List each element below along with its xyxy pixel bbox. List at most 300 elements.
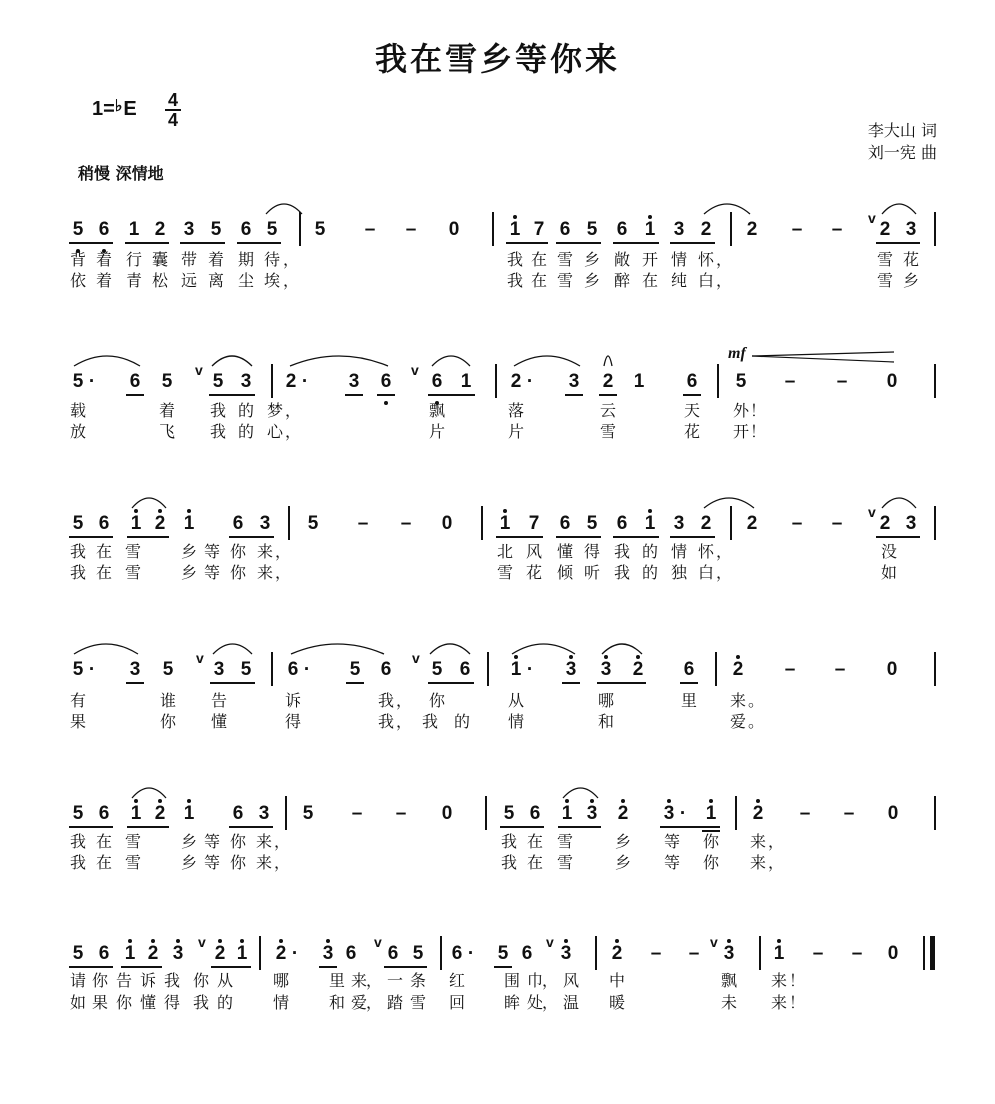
note: 1 (509, 219, 521, 240)
lyric-verse-1: 条 (409, 971, 426, 990)
breath-mark: v (710, 934, 718, 950)
lyric-verse-1: 期 (237, 250, 254, 269)
lyric-verse-1: 乡 (180, 832, 197, 851)
lyric-verse-1: 你 (428, 691, 445, 710)
note: – (650, 943, 662, 964)
lyric-verse-2: 松 (151, 271, 168, 290)
lyric-verse-1: 围 (503, 971, 520, 990)
lyric-verse-2: 等 (203, 853, 220, 872)
breath-mark: v (195, 362, 203, 378)
lyric-verse-1: 着 (207, 250, 224, 269)
lyric-verse-1: 告 (115, 971, 132, 990)
lyric-verse-2: 得 (284, 712, 301, 731)
note: 5 (586, 219, 598, 240)
lyric-verse-2: 来 (256, 563, 273, 582)
note: 5 (72, 219, 84, 240)
lyric-verse-1: 梦 (266, 401, 283, 420)
note: 1 (510, 659, 522, 680)
lyric-verse-1: 得 (583, 542, 600, 561)
lyric-verse-2: 如 (880, 563, 897, 582)
lyric-verse-1: 在 (526, 832, 543, 851)
note: 5 (72, 803, 84, 824)
lyric-verse-2: 在 (95, 563, 112, 582)
lyric-verse-1: 有 (69, 691, 86, 710)
lyric-verse-1: 来 (749, 832, 766, 851)
breath-mark: v (412, 650, 420, 666)
lyric-verse-1: 等 (663, 832, 680, 851)
note: 5 (210, 219, 222, 240)
lyric-verse-2: 如 (69, 993, 86, 1012)
note: 3 (663, 803, 675, 824)
slur (213, 644, 252, 654)
note: 2 (602, 371, 614, 392)
note: – (799, 803, 811, 824)
lyric-verse-2: 青 (125, 271, 142, 290)
lyric-verse-1: 背 (69, 250, 86, 269)
lyric-verse-2: 在 (530, 271, 547, 290)
lyric-verse-1: 乡 (180, 542, 197, 561)
note: 1 (561, 803, 573, 824)
lyric-verse-2: ， (282, 271, 299, 290)
lyric-verse-1: ， (282, 250, 299, 269)
lyric-verse-1: 我 (209, 401, 226, 420)
note: 5 (72, 659, 84, 680)
lyric-verse-2: 雪 (409, 993, 426, 1012)
lyric-verse-1: ， (274, 542, 291, 561)
note: 3 (348, 371, 360, 392)
lyric-verse-1: 雪 (876, 250, 893, 269)
note: 5 (431, 659, 443, 680)
slur (430, 644, 470, 654)
lyric-verse-1: 行 (125, 250, 142, 269)
breath-mark: v (198, 934, 206, 950)
slur (291, 644, 384, 654)
lyric-verse-1: 飘 (720, 971, 737, 990)
lyric-verse-2: 和 (328, 993, 345, 1012)
note: 2 (154, 803, 166, 824)
lyric-verse-1: 落 (507, 401, 524, 420)
note: 2 (214, 943, 226, 964)
dynamic-mf: mf (728, 345, 746, 362)
note: 6 (387, 943, 399, 964)
note: · (526, 659, 534, 680)
note: · (88, 659, 96, 680)
lyric-verse-1: 乡 (583, 250, 600, 269)
lyric-verse-2: 得 (163, 993, 180, 1012)
lyric-verse-1: ， (715, 542, 732, 561)
lyric-verse-2: 和 (597, 712, 614, 731)
note: – (851, 943, 863, 964)
lyric-verse-1: 我 (500, 832, 517, 851)
lyric-verse-1: 雪 (556, 832, 573, 851)
note: – (843, 803, 855, 824)
lyric-verse-1: 我 (163, 971, 180, 990)
note: 5 (72, 513, 84, 534)
lyric-verse-1: 敞 (613, 250, 630, 269)
breath-mark: v (411, 362, 419, 378)
slur (882, 498, 916, 508)
lyric-verse-2: ！ (788, 993, 805, 1012)
note: 6 (559, 513, 571, 534)
lyric-verse-2: 雪 (876, 271, 893, 290)
lyric-verse-1: 红 (448, 971, 465, 990)
slur (514, 356, 580, 366)
note: 0 (441, 803, 453, 824)
slur (432, 356, 470, 366)
lyric-verse-1: 着 (158, 401, 175, 420)
breath-mark: v (374, 934, 382, 950)
lyric-verse-1: 懂 (556, 542, 573, 561)
note: 0 (886, 371, 898, 392)
lyric-verse-1: ， (395, 691, 412, 710)
lyric-verse-1: 里 (328, 971, 345, 990)
lyric-verse-2: 你 (229, 853, 246, 872)
lyric-verse-2: 你 (159, 712, 176, 731)
note: 1 (705, 803, 717, 824)
lyric-verse-2: ， (541, 993, 558, 1012)
note: 5 (240, 659, 252, 680)
note: 2 (746, 219, 758, 240)
note: 3 (586, 803, 598, 824)
note: · (301, 371, 309, 392)
note: 5 (266, 219, 278, 240)
lyric-verse-1: 乡 (614, 832, 631, 851)
lyric-verse-2: 等 (203, 563, 220, 582)
note: – (836, 371, 848, 392)
note: – (834, 659, 846, 680)
lyric-verse-2: 情 (507, 712, 524, 731)
note: 3 (905, 513, 917, 534)
lyric-verse-1: 诉 (284, 691, 301, 710)
lyric-verse-2: 雪 (124, 563, 141, 582)
slur (212, 356, 252, 366)
lyric-verse-2: 等 (663, 853, 680, 872)
note: 3 (183, 219, 195, 240)
lyric-verse-1: 等 (203, 542, 220, 561)
note: 3 (565, 659, 577, 680)
note: 3 (600, 659, 612, 680)
note: 6 (98, 943, 110, 964)
note: – (791, 219, 803, 240)
lyric-verse-2: 飞 (158, 422, 175, 441)
note: 1 (183, 513, 195, 534)
lyric-verse-2: 乡 (902, 271, 919, 290)
note: – (812, 943, 824, 964)
note: 6 (683, 659, 695, 680)
note: 1 (236, 943, 248, 964)
note: 2 (275, 943, 287, 964)
slur (882, 204, 916, 214)
note: 5 (735, 371, 747, 392)
breath-mark: v (868, 504, 876, 520)
lyric-verse-2: 雪 (556, 271, 573, 290)
lyric-verse-1: 从 (216, 971, 233, 990)
lyric-verse-2: 来 (770, 993, 787, 1012)
note: 2 (147, 943, 159, 964)
meter-top: 4 (167, 90, 178, 110)
lyric-verse-1: 带 (180, 250, 197, 269)
note: 3 (673, 219, 685, 240)
lyric-verse-2: 雪 (124, 853, 141, 872)
lyric-verse-1: 告 (210, 691, 227, 710)
lyric-verse-1: 开 (641, 250, 658, 269)
note: 5 (307, 513, 319, 534)
lyric-verse-1: 情 (670, 250, 687, 269)
lyric-verse-1: 雪 (124, 542, 141, 561)
lyric-verse-2: 开 (732, 422, 749, 441)
note: 6 (616, 219, 628, 240)
note: 2 (879, 219, 891, 240)
note: 1 (773, 943, 785, 964)
lyric-verse-2: 你 (115, 993, 132, 1012)
lyric-verse-1: ， (715, 250, 732, 269)
note: – (831, 513, 843, 534)
lyric-verse-2: 尘 (237, 271, 254, 290)
lyric-verse-1: ， (767, 832, 784, 851)
lyric-verse-1: ， (284, 401, 301, 420)
lyric-verse-2: 我 (500, 853, 517, 872)
note: 5 (161, 371, 173, 392)
note: – (791, 513, 803, 534)
slur (512, 644, 575, 654)
lyric-verse-2: 在 (526, 853, 543, 872)
note: 3 (240, 371, 252, 392)
lyric-verse-1: 怀 (697, 542, 714, 561)
lyric-verse-1: 在 (95, 832, 112, 851)
lyric-verse-2: ， (273, 853, 290, 872)
note: 5 (497, 943, 509, 964)
lyric-verse-2: 花 (525, 563, 542, 582)
lyric-verse-2: 。 (747, 712, 764, 731)
note: – (357, 513, 369, 534)
note: – (784, 659, 796, 680)
lyric-verse-2: 片 (428, 422, 445, 441)
lyric-verse-1: 巾 (526, 971, 543, 990)
note: · (526, 371, 534, 392)
lyric-verse-1: 天 (683, 401, 700, 420)
lyric-verse-2: 的 (216, 993, 233, 1012)
lyric-verse-2: 独 (670, 563, 687, 582)
note: 5 (586, 513, 598, 534)
lyric-verse-1: 我 (69, 542, 86, 561)
note: 6 (287, 659, 299, 680)
note: · (467, 943, 475, 964)
lyric-verse-1: 的 (641, 542, 658, 561)
note: 3 (905, 219, 917, 240)
note: 2 (510, 371, 522, 392)
lyric-verse-1: 风 (562, 971, 579, 990)
lyric-verse-2: ， (715, 563, 732, 582)
slur (132, 788, 166, 798)
slur (74, 644, 138, 654)
note: 1 (124, 943, 136, 964)
note: 6 (559, 219, 571, 240)
lyric-verse-1: 我 (613, 542, 630, 561)
breath-mark: v (196, 650, 204, 666)
lyric-verse-1: ， (273, 832, 290, 851)
lyric-verse-2: 乡 (614, 853, 631, 872)
lyric-verse-2: 听 (583, 563, 600, 582)
note: 5 (314, 219, 326, 240)
note: 6 (345, 943, 357, 964)
lyric-verse-2: 我 (192, 993, 209, 1012)
slur (74, 356, 140, 366)
lyric-verse-1: 着 (95, 250, 112, 269)
lyric-verse-1: 囊 (151, 250, 168, 269)
note: 6 (451, 943, 463, 964)
note: 1 (633, 371, 645, 392)
note: – (351, 803, 363, 824)
key-equals: = (103, 98, 115, 120)
note: 2 (700, 513, 712, 534)
key-flat: ♭ (114, 98, 123, 115)
note: 1 (644, 219, 656, 240)
lyric-verse-2: 果 (91, 993, 108, 1012)
note: 2 (285, 371, 297, 392)
lyric-verse-2: 的 (641, 563, 658, 582)
slur (290, 356, 388, 366)
lyric-verse-2: 爱 (350, 993, 367, 1012)
note: 1 (128, 219, 140, 240)
note: 6 (98, 803, 110, 824)
lyric-verse-1: 等 (203, 832, 220, 851)
composer: 刘一宪 曲 (867, 143, 937, 162)
lyric-verse-2: 我 (69, 853, 86, 872)
note: 2 (700, 219, 712, 240)
lyric-verse-1: ， (541, 971, 558, 990)
lyric-verse-2: ， (715, 271, 732, 290)
lyric-verse-1: 在 (530, 250, 547, 269)
note: 5 (503, 803, 515, 824)
note: · (303, 659, 311, 680)
note: 5 (412, 943, 424, 964)
lyric-verse-2: 来 (255, 853, 272, 872)
note: 0 (886, 659, 898, 680)
note: 6 (521, 943, 533, 964)
lyric-verse-2: 眸 (503, 993, 520, 1012)
slur (704, 498, 754, 508)
lyric-verse-1: 雪 (556, 250, 573, 269)
lyric-verse-2: 雪 (556, 853, 573, 872)
lyric-verse-2: 远 (180, 271, 197, 290)
lyric-verse-1: 载 (69, 401, 86, 420)
note: 6 (686, 371, 698, 392)
lyric-verse-1: 请 (69, 971, 86, 990)
note: – (400, 513, 412, 534)
note: – (364, 219, 376, 240)
note: 2 (154, 513, 166, 534)
lyric-verse-1: 风 (525, 542, 542, 561)
lyric-verse-1: 来 (256, 542, 273, 561)
lyric-verse-2: 我 (613, 563, 630, 582)
note: 3 (259, 513, 271, 534)
note: 1 (499, 513, 511, 534)
lyric-verse-2: 我 (421, 712, 438, 731)
note: 5 (349, 659, 361, 680)
lyric-verse-1: 。 (747, 691, 764, 710)
lyric-verse-2: 我 (69, 563, 86, 582)
note: 3 (322, 943, 334, 964)
lyric-verse-2: 乡 (583, 271, 600, 290)
note: 2 (617, 803, 629, 824)
breath-mark: v (546, 934, 554, 950)
lyric-verse-1: 我 (377, 691, 394, 710)
note: 1 (130, 803, 142, 824)
lyric-verse-1: 你 (91, 971, 108, 990)
lyric-verse-2: 片 (507, 422, 524, 441)
note: 5 (72, 943, 84, 964)
meter-bottom: 4 (167, 110, 178, 130)
lyric-verse-2: 我 (506, 271, 523, 290)
breath-mark: v (868, 210, 876, 226)
lyric-verse-2: ， (767, 853, 784, 872)
note: 5 (162, 659, 174, 680)
note: – (395, 803, 407, 824)
note: 6 (459, 659, 471, 680)
lyric-verse-2: ， (274, 563, 291, 582)
lyric-verse-2: 果 (69, 712, 86, 731)
lyric-verse-1: 从 (507, 691, 524, 710)
note: 5 (212, 371, 224, 392)
lyric-verse-2: ！ (749, 422, 766, 441)
lyric-verse-2: 来 (749, 853, 766, 872)
note: 6 (129, 371, 141, 392)
slur (132, 498, 166, 508)
slur (704, 204, 750, 214)
slur (604, 356, 612, 366)
lyric-verse-2: 未 (720, 993, 737, 1012)
lyric-verse-1: 你 (702, 832, 719, 851)
note: 2 (154, 219, 166, 240)
lyric-verse-2: 花 (683, 422, 700, 441)
lyric-verse-1: 在 (95, 542, 112, 561)
note: 2 (752, 803, 764, 824)
lyric-verse-1: 怀 (697, 250, 714, 269)
note: 3 (172, 943, 184, 964)
note: 5 (302, 803, 314, 824)
lyric-verse-1: 中 (608, 971, 625, 990)
note: 2 (879, 513, 891, 534)
lyric-verse-1: 来 (770, 971, 787, 990)
lyric-verse-1: 情 (670, 542, 687, 561)
note: 3 (213, 659, 225, 680)
lyric-verse-2: 处 (526, 993, 543, 1012)
lyric-verse-2: 踏 (386, 993, 403, 1012)
lyric-verse-1: 我 (506, 250, 523, 269)
note: – (831, 219, 843, 240)
note: 6 (232, 803, 244, 824)
lyric-verse-1: 你 (229, 542, 246, 561)
lyric-verse-1: 里 (680, 691, 697, 710)
slur (602, 644, 642, 654)
note: 3 (568, 371, 580, 392)
note: 0 (887, 803, 899, 824)
note: 1 (183, 803, 195, 824)
lyric-verse-2: 你 (229, 563, 246, 582)
slur (266, 204, 302, 214)
note: 6 (98, 513, 110, 534)
lyric-verse-1: 北 (496, 542, 513, 561)
note: 3 (673, 513, 685, 534)
lyric-verse-1: 来 (729, 691, 746, 710)
lyric-verse-1: 没 (880, 542, 897, 561)
lyric-verse-2: ， (365, 993, 382, 1012)
lyric-verse-2: 雪 (496, 563, 513, 582)
lyric-verse-1: 雪 (124, 832, 141, 851)
note: – (688, 943, 700, 964)
note: 7 (528, 513, 540, 534)
key-letter: E (123, 98, 137, 120)
